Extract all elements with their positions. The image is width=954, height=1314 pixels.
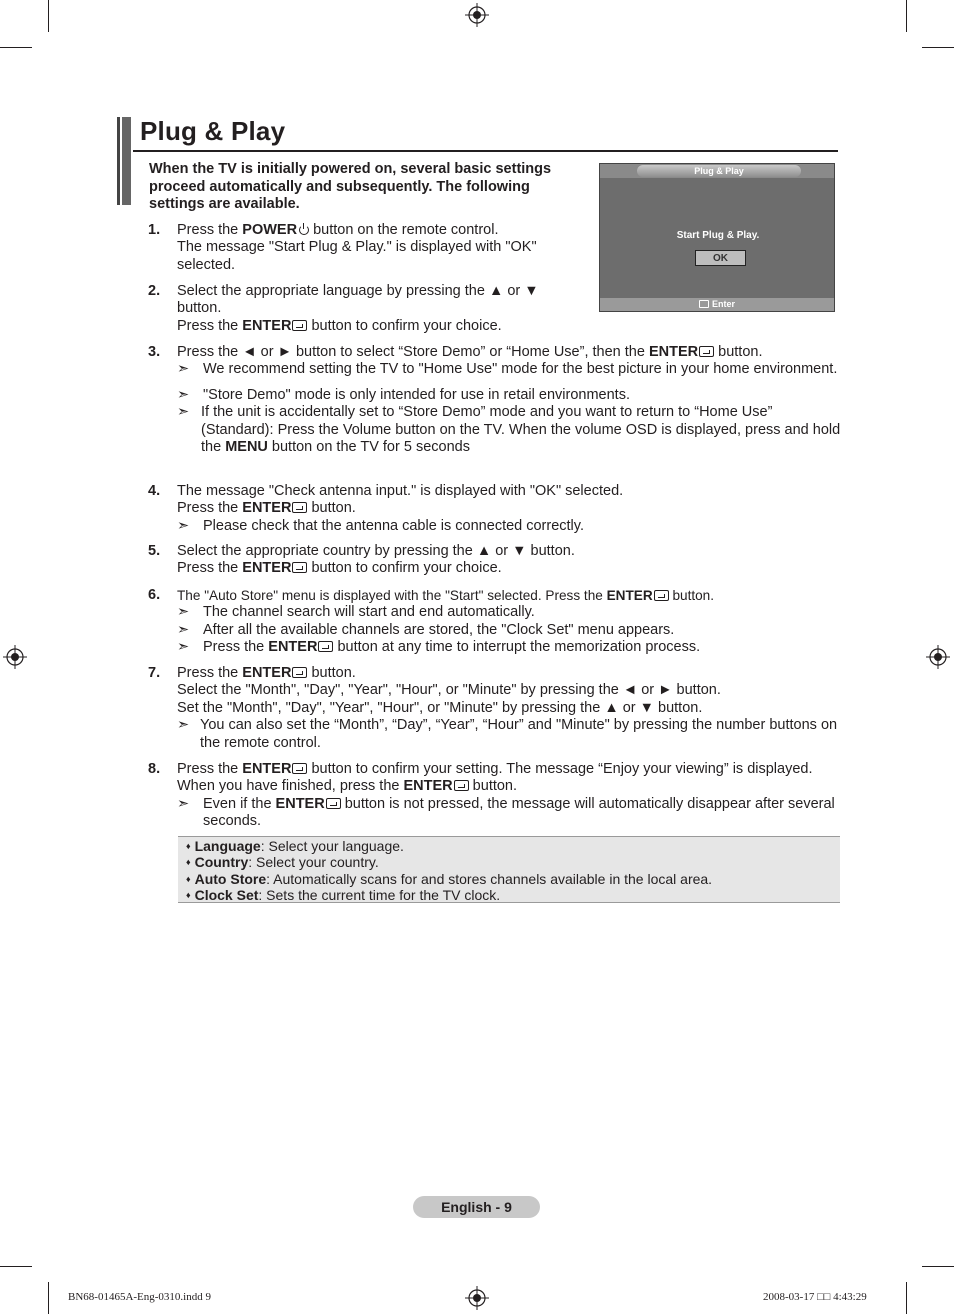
summary-term: Clock Set	[194, 887, 259, 903]
note	[177, 717, 842, 752]
step-text: Select the appropriate country by pressing the ▲ or ▼ button.	[177, 543, 575, 559]
crop-mark	[0, 47, 32, 48]
step-text: button.	[668, 588, 715, 603]
note-arrow-icon: ➣	[177, 386, 190, 403]
enter-icon	[292, 763, 307, 774]
osd-title: Plug & Play	[637, 165, 801, 177]
summary-desc: : Select your language.	[260, 838, 404, 854]
osd-message: Start Plug & Play.	[676, 230, 760, 241]
key-name: ENTER	[275, 795, 325, 812]
bullet-icon: ♦	[186, 890, 191, 900]
enter-icon	[292, 667, 307, 678]
key-name: ENTER	[242, 317, 292, 334]
summary-term: Auto Store	[194, 871, 267, 887]
note-text: button is not pressed, the message will automatically disappear after several seconds.	[203, 795, 835, 830]
osd-footer	[600, 298, 834, 311]
title-rule	[133, 150, 838, 152]
key-name: ENTER	[242, 761, 292, 777]
summary-term: Country	[194, 854, 249, 870]
page-number-label: English - 9	[413, 1196, 540, 1218]
note-arrow-icon: ➣	[177, 795, 190, 812]
step-text: button.	[714, 344, 763, 360]
note	[177, 796, 842, 831]
summary-item-clock-set	[186, 887, 500, 903]
osd-screen	[599, 163, 835, 312]
title-accent-bar	[117, 117, 131, 205]
enter-icon	[292, 320, 307, 331]
note	[177, 387, 842, 404]
step-number: 8.	[148, 761, 161, 777]
enter-icon	[699, 300, 709, 308]
step-text: button.	[307, 665, 356, 681]
step-text: button to confirm your choice.	[307, 560, 502, 577]
note-text: If the unit is accidentally set to “Store Demo” mode and you want to return to “Home Use” (Standard): Press the Volume button on the TV. When the volume OSD is displayed, press and hold the	[201, 404, 841, 456]
note-text: "Store Demo" mode is only intended for use in retail environments.	[203, 386, 630, 403]
step-text: Press the	[177, 560, 243, 577]
summary-term: Language	[194, 838, 261, 854]
step-number: 5.	[148, 543, 161, 559]
summary-item-country	[186, 854, 379, 870]
step-text: Press the	[177, 222, 243, 238]
note-arrow-icon: ➣	[177, 517, 190, 534]
step-text: The message "Start Plug & Play." is displayed with "OK" selected.	[177, 239, 537, 273]
step-text: Press the	[177, 665, 243, 681]
note-arrow-icon: ➣	[177, 621, 190, 638]
osd-ok-button[interactable]: OK	[695, 250, 746, 266]
note-text: button on the TV for 5 seconds	[267, 439, 470, 456]
key-name: ENTER	[268, 639, 318, 656]
enter-icon	[292, 502, 307, 513]
footer-file-info: BN68-01465A-Eng-0310.indd 9	[68, 1291, 211, 1303]
intro-paragraph: When the TV is initially powered on, several basic settings proceed automatically and subsequently. The following settings are available.	[149, 161, 552, 212]
key-name: ENTER	[242, 560, 292, 577]
note-text: The channel search will start and end automatically.	[203, 604, 535, 621]
step-text: button to confirm your setting. The message “Enjoy your viewing” is displayed.	[307, 761, 813, 777]
osd-header	[600, 164, 834, 178]
crop-mark	[48, 0, 49, 32]
enter-icon	[318, 641, 333, 652]
step-text: button on the remote control.	[309, 222, 499, 238]
summary-item-auto-store	[186, 871, 712, 887]
step-text: Press the	[177, 317, 243, 334]
key-name: ENTER	[242, 500, 292, 517]
crop-mark	[906, 1282, 907, 1314]
bullet-icon: ♦	[186, 874, 191, 884]
step-number: 2.	[148, 283, 161, 299]
step-text: button.	[468, 778, 518, 795]
key-name: ENTER	[606, 588, 653, 603]
registration-mark-icon	[465, 3, 489, 27]
key-name: MENU	[225, 439, 268, 456]
bullet-icon: ♦	[186, 841, 191, 851]
page-title: Plug & Play	[140, 116, 286, 146]
registration-mark-icon	[465, 1286, 489, 1310]
note-text: You can also set the “Month”, “Day”, “Year”, “Hour” and "Minute" by pressing the number buttons on the remote control.	[200, 717, 838, 751]
enter-icon	[454, 780, 469, 791]
step-text: The "Auto Store" menu is displayed with the "Start" selected. Press the	[177, 588, 607, 603]
crop-mark	[922, 1266, 954, 1267]
step-text: Select the appropriate language by pressing the ▲ or ▼ button.	[177, 283, 539, 317]
key-name: ENTER	[648, 344, 699, 360]
note-text: Even if the	[203, 795, 276, 812]
enter-icon	[326, 798, 341, 809]
key-name: ENTER	[242, 665, 292, 681]
settings-summary-box	[178, 836, 840, 903]
note	[177, 404, 842, 456]
crop-mark	[0, 1266, 32, 1267]
summary-desc: : Automatically scans for and stores channels available in the local area.	[266, 871, 713, 887]
power-icon	[299, 225, 309, 235]
note	[177, 604, 842, 621]
step-text: button to confirm your choice.	[307, 317, 502, 334]
step-text: Press the	[177, 761, 243, 777]
note-text: Press the	[203, 639, 269, 656]
summary-desc: : Select your country.	[248, 854, 379, 870]
step-text: Set the "Month", "Day", "Year", "Hour", or "Minute" by pressing the ▲ or ▼ button.	[177, 699, 703, 716]
osd-enter-label: Enter	[711, 299, 735, 309]
step-number: 7.	[148, 665, 161, 681]
note	[177, 361, 842, 378]
step-number: 3.	[148, 344, 161, 360]
key-name: POWER	[242, 222, 298, 238]
step-text: The message "Check antenna input." is displayed with "OK" selected.	[177, 483, 624, 499]
note-text: Please check that the antenna cable is connected correctly.	[203, 517, 584, 534]
registration-mark-icon	[3, 645, 27, 669]
note-text: button at any time to interrupt the memorization process.	[333, 639, 701, 656]
crop-mark	[48, 1282, 49, 1314]
note-arrow-icon: ➣	[177, 604, 190, 621]
step-number: 4.	[148, 483, 161, 499]
enter-icon	[292, 562, 307, 573]
note	[177, 518, 842, 535]
crop-mark	[906, 0, 907, 32]
registration-mark-icon	[926, 645, 950, 669]
note-text: After all the available channels are stored, the "Clock Set" menu appears.	[203, 621, 675, 638]
step-number: 6.	[148, 587, 161, 603]
note-text: We recommend setting the TV to "Home Use" mode for the best picture in your home environment.	[203, 361, 838, 378]
crop-mark	[922, 47, 954, 48]
summary-desc: : Sets the current time for the TV clock.	[258, 887, 501, 903]
note	[177, 639, 842, 656]
bullet-icon: ♦	[186, 857, 191, 867]
note-arrow-icon: ➣	[177, 717, 190, 734]
note-arrow-icon: ➣	[177, 639, 190, 656]
key-name: ENTER	[403, 778, 453, 795]
note-arrow-icon: ➣	[177, 361, 190, 378]
enter-icon	[699, 346, 714, 357]
note-arrow-icon: ➣	[177, 404, 190, 421]
step-text: button.	[307, 500, 356, 517]
step-text: Press the ◄ or ► button to select “Store Demo” or “Home Use”, then the	[177, 344, 649, 360]
note	[177, 622, 842, 639]
enter-icon	[654, 590, 669, 601]
summary-item-language	[186, 838, 404, 854]
step-text: Press the	[177, 500, 243, 517]
step-text: Select the "Month", "Day", "Year", "Hour", or "Minute" by pressing the ◄ or ► button.	[177, 682, 721, 699]
footer-timestamp: 2008-03-17 □□ 4:43:29	[763, 1291, 867, 1303]
step-text: When you have finished, press the	[177, 778, 404, 795]
step-number: 1.	[148, 222, 161, 238]
